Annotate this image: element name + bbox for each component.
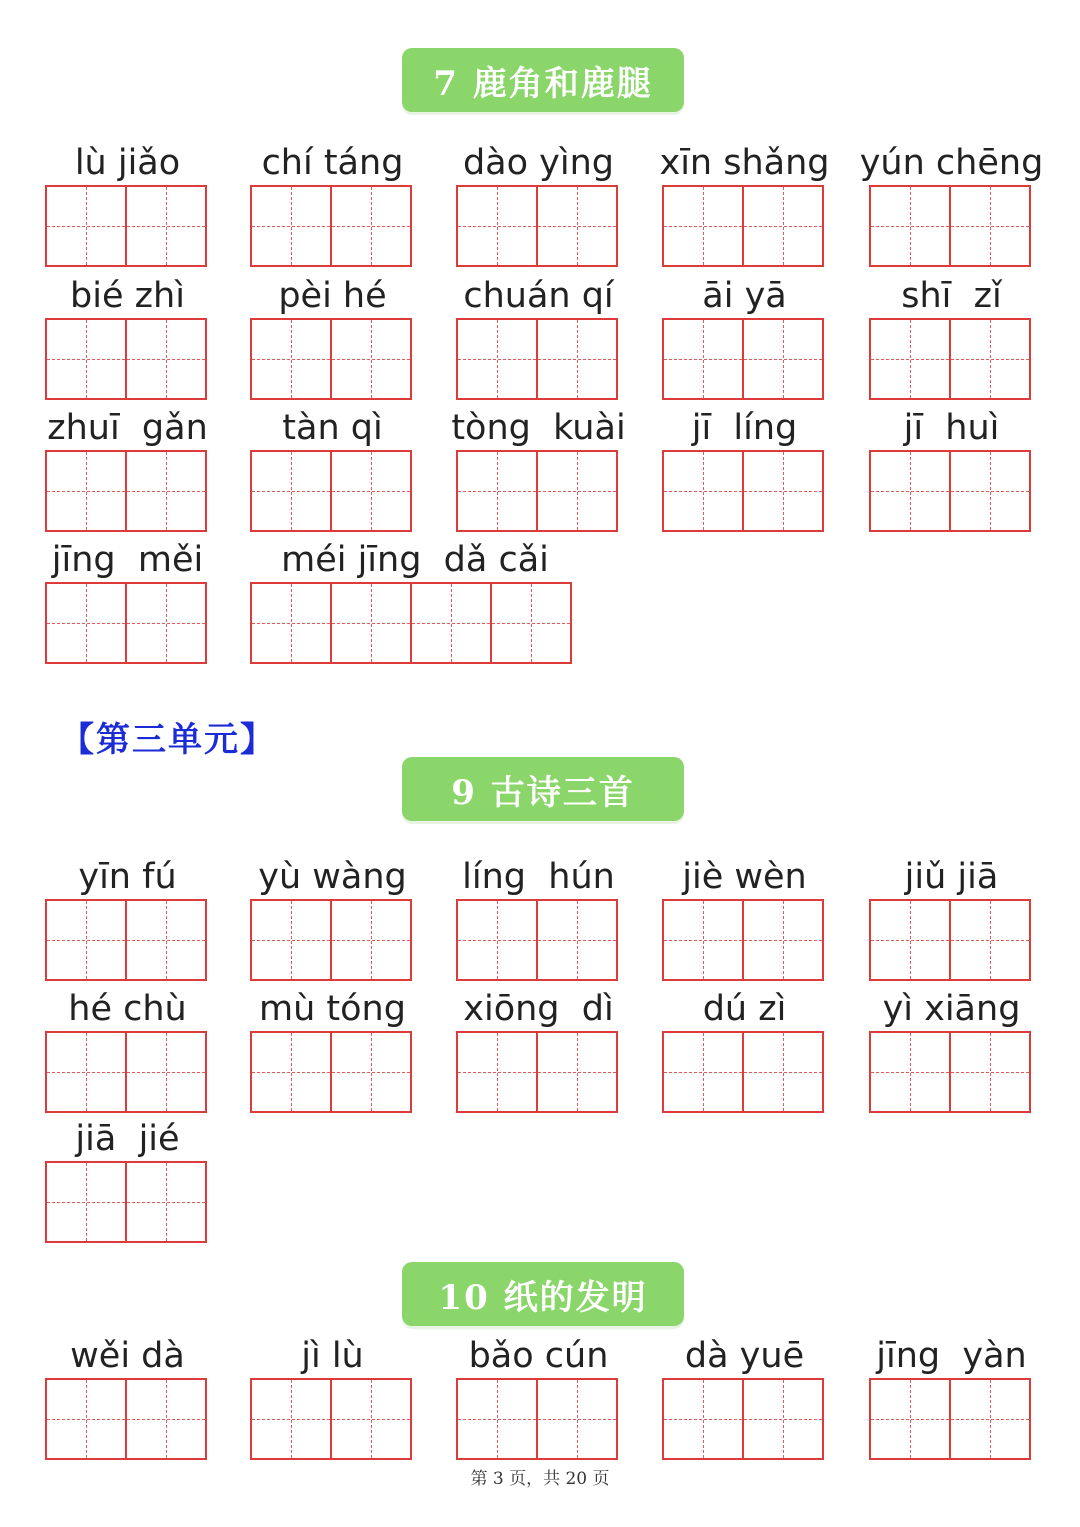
- writing-cell[interactable]: [45, 450, 127, 532]
- writing-cell[interactable]: [662, 899, 744, 981]
- writing-cell[interactable]: [330, 1031, 412, 1113]
- writing-cell[interactable]: [45, 1031, 127, 1113]
- writing-cell[interactable]: [742, 1031, 824, 1113]
- writing-cell[interactable]: [949, 318, 1031, 400]
- pinyin: xiōng dì: [463, 989, 614, 1029]
- writing-cell[interactable]: [45, 582, 127, 664]
- writing-cell[interactable]: [410, 582, 492, 664]
- pinyin: jī huì: [903, 408, 1000, 448]
- writing-cell[interactable]: [662, 185, 744, 267]
- writing-cell[interactable]: [250, 1031, 332, 1113]
- writing-cell[interactable]: [330, 185, 412, 267]
- writing-cell[interactable]: [125, 450, 207, 532]
- pinyin: jiè wèn: [682, 857, 807, 897]
- pinyin: bǎo cún: [468, 1336, 609, 1376]
- pinyin: yì xiāng: [882, 989, 1021, 1029]
- pinyin: líng hún: [462, 857, 615, 897]
- lesson-10-title: 10 纸的发明: [402, 1262, 684, 1326]
- pinyin: zhuī gǎn: [47, 408, 208, 448]
- writing-cell[interactable]: [949, 185, 1031, 267]
- pinyin: tòng kuài: [451, 408, 626, 448]
- writing-cell[interactable]: [250, 1378, 332, 1460]
- page-number: 第 3 页，共 20 页: [470, 1469, 610, 1489]
- writing-cell[interactable]: [456, 185, 538, 267]
- writing-cell[interactable]: [45, 899, 127, 981]
- writing-cell[interactable]: [949, 1378, 1031, 1460]
- writing-cell[interactable]: [456, 899, 538, 981]
- writing-cell[interactable]: [456, 1031, 538, 1113]
- writing-cell[interactable]: [250, 185, 332, 267]
- writing-cell[interactable]: [662, 318, 744, 400]
- writing-cell[interactable]: [949, 1031, 1031, 1113]
- writing-cell[interactable]: [869, 318, 951, 400]
- writing-cell[interactable]: [330, 318, 412, 400]
- pinyin: mù tóng: [259, 989, 406, 1029]
- writing-cell[interactable]: [330, 1378, 412, 1460]
- pinyin: dà yuē: [684, 1336, 805, 1376]
- pinyin: pèi hé: [278, 276, 387, 316]
- writing-cell[interactable]: [330, 450, 412, 532]
- writing-cell[interactable]: [536, 899, 618, 981]
- writing-cell[interactable]: [250, 582, 332, 664]
- writing-cell[interactable]: [949, 450, 1031, 532]
- writing-cell[interactable]: [45, 185, 127, 267]
- writing-cell[interactable]: [949, 899, 1031, 981]
- writing-cell[interactable]: [536, 450, 618, 532]
- writing-cell[interactable]: [869, 450, 951, 532]
- pinyin: jì lù: [301, 1336, 364, 1376]
- writing-cell[interactable]: [742, 1378, 824, 1460]
- writing-cell[interactable]: [869, 1031, 951, 1113]
- pinyin: yún chēng: [859, 143, 1044, 183]
- pinyin: āi yā: [702, 276, 787, 316]
- writing-cell[interactable]: [125, 899, 207, 981]
- pinyin: jīng měi: [51, 540, 204, 580]
- pinyin: bié zhì: [70, 276, 185, 316]
- writing-cell[interactable]: [742, 185, 824, 267]
- writing-cell[interactable]: [869, 1378, 951, 1460]
- pinyin: tàn qì: [282, 408, 383, 448]
- writing-cell[interactable]: [869, 185, 951, 267]
- writing-cell[interactable]: [662, 1378, 744, 1460]
- writing-cell[interactable]: [250, 318, 332, 400]
- pinyin: jīng yàn: [876, 1336, 1027, 1376]
- writing-cell[interactable]: [45, 318, 127, 400]
- pinyin: méi jīng dǎ cǎi: [281, 540, 549, 580]
- writing-cell[interactable]: [330, 899, 412, 981]
- pinyin: dào yìng: [462, 143, 615, 183]
- writing-cell[interactable]: [125, 1031, 207, 1113]
- writing-cell[interactable]: [536, 1378, 618, 1460]
- writing-cell[interactable]: [536, 1031, 618, 1113]
- pinyin: jī líng: [691, 408, 798, 448]
- pinyin: jiā jié: [75, 1119, 180, 1159]
- writing-cell[interactable]: [490, 582, 572, 664]
- pinyin: dú zì: [702, 989, 787, 1029]
- writing-cell[interactable]: [456, 450, 538, 532]
- pinyin: shī zǐ: [901, 276, 1002, 316]
- unit-3-heading: 【第三单元】: [60, 720, 276, 760]
- writing-cell[interactable]: [125, 1161, 207, 1243]
- writing-cell[interactable]: [869, 899, 951, 981]
- writing-cell[interactable]: [125, 1378, 207, 1460]
- pinyin: xīn shǎng: [659, 143, 830, 183]
- writing-cell[interactable]: [330, 582, 412, 664]
- pinyin: chuán qí: [463, 276, 614, 316]
- pinyin: yīn fú: [78, 857, 177, 897]
- pinyin: hé chù: [68, 989, 187, 1029]
- writing-cell[interactable]: [536, 185, 618, 267]
- pinyin: yù wàng: [258, 857, 407, 897]
- writing-cell[interactable]: [125, 318, 207, 400]
- writing-cell[interactable]: [662, 1031, 744, 1113]
- pinyin: chí táng: [261, 143, 404, 183]
- writing-cell[interactable]: [125, 582, 207, 664]
- writing-cell[interactable]: [662, 450, 744, 532]
- writing-cell[interactable]: [250, 899, 332, 981]
- pinyin: wěi dà: [70, 1336, 185, 1376]
- writing-cell[interactable]: [742, 318, 824, 400]
- writing-cell[interactable]: [125, 185, 207, 267]
- pinyin: jiǔ jiā: [904, 857, 999, 897]
- writing-cell[interactable]: [250, 450, 332, 532]
- lesson-7-title: 7 鹿角和鹿腿: [402, 48, 684, 112]
- writing-cell[interactable]: [45, 1378, 127, 1460]
- writing-cell[interactable]: [742, 450, 824, 532]
- writing-cell[interactable]: [456, 1378, 538, 1460]
- writing-cell[interactable]: [742, 899, 824, 981]
- writing-cell[interactable]: [45, 1161, 127, 1243]
- writing-cell[interactable]: [536, 318, 618, 400]
- lesson-9-title: 9 古诗三首: [402, 757, 684, 821]
- pinyin: lù jiǎo: [74, 143, 181, 183]
- writing-cell[interactable]: [456, 318, 538, 400]
